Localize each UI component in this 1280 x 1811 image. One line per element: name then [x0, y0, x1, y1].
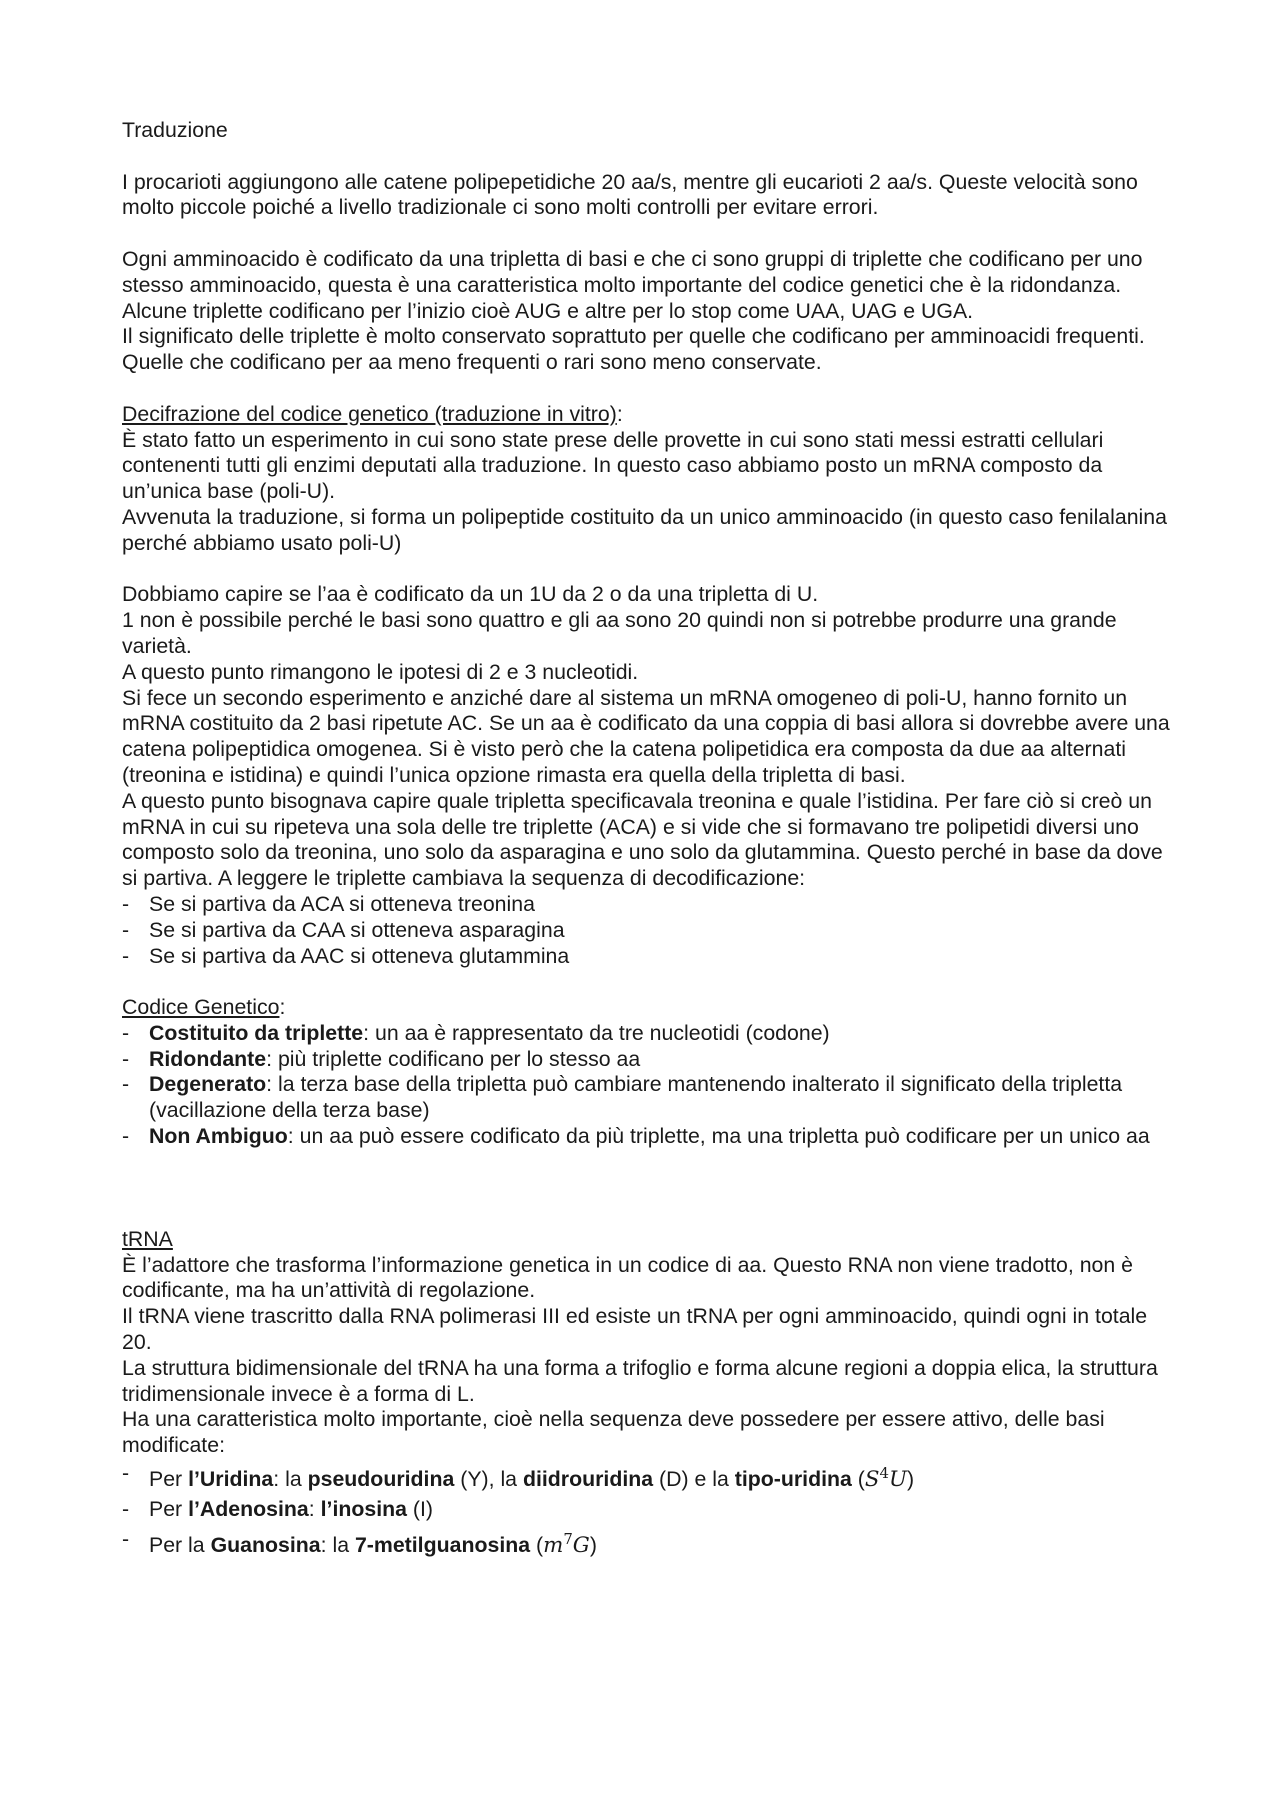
list-item [122, 944, 1170, 970]
math-symbol [864, 1464, 907, 1493]
decoding-list [122, 892, 1170, 969]
trna-heading: tRNA [122, 1226, 173, 1251]
term: Costituito da triplette [149, 1020, 364, 1045]
bullet-dash: - [122, 891, 130, 916]
list-item [122, 918, 1170, 944]
term: Degenerato [149, 1072, 267, 1097]
bullet-dash: - [122, 1046, 130, 1071]
text: (D) e la [653, 1467, 735, 1492]
math-sup: 4 [879, 1464, 889, 1483]
definition: : più triplette codificano per lo stesso aa [266, 1046, 641, 1071]
term: diidrouridina [522, 1467, 654, 1492]
term: l’inosina [320, 1496, 407, 1521]
paragraph: 1 non è possibile perché le basi sono quattro e gli aa sono 20 quindi non si potrebbe produrre una grande varietà. [122, 608, 1117, 658]
bullet-dash: - [122, 943, 130, 968]
section-heading [122, 402, 1170, 428]
paragraph: A questo punto bisognava capire quale tripletta specificavala treonina e quale l’istidina. Per fare ciò si creò un mRNA in cui su ripeteva una sola delle tre triplette (ACA) e si vide che si formavano tre polipetidi diversi uno composto solo da treonina, uno solo da asparagina e uno solo da glutammina. Questo perché in base da dove si partiva. A leggere le triplette cambiava la sequenza di decodificazione: [122, 788, 1163, 891]
definition: : la terza base della tripletta può cambiare mantenendo inalterato il significato della tripletta (vacillazione della terza base) [149, 1072, 1123, 1123]
term: Non Ambiguo [149, 1124, 288, 1149]
text: : la [320, 1532, 355, 1557]
math-var: G [572, 1532, 590, 1558]
bullet-dash: - [122, 1072, 130, 1097]
heading-colon: : [616, 401, 623, 426]
text: ) [589, 1532, 597, 1557]
term: tipo-uridina [734, 1467, 852, 1492]
list-item-text: Se si partiva da ACA si otteneva treonina [149, 891, 535, 916]
modified-bases-list [122, 1461, 1170, 1559]
definition: : un aa è rappresentato da tre nucleotidi (codone) [363, 1020, 830, 1045]
paragraph: Dobbiamo capire se l’aa è codificato da un 1U da 2 o da una tripletta di U. [122, 582, 819, 607]
list-item [122, 1021, 1170, 1047]
term: 7-metilguanosina [354, 1532, 531, 1557]
paragraph: È l’adattore che trasforma l’informazione genetica in un codice di aa. Questo RNA non viene tradotto, non è codificante, ma ha un’attività di regolazione. [122, 1252, 1134, 1303]
term: pseudouridina [307, 1467, 455, 1492]
text: : la [273, 1467, 308, 1492]
codice-properties-list [122, 1021, 1170, 1150]
math-var: m [543, 1532, 564, 1558]
math-symbol [543, 1529, 590, 1558]
paragraph: Il tRNA viene trascritto dalla RNA polimerasi III ed esiste un tRNA per ogni amminoacido, quindi ogni in totale 20. [122, 1304, 1148, 1355]
decifrazione-heading: Decifrazione del codice genetico (traduzione in vitro) [122, 401, 617, 426]
bullet-dash: - [122, 1496, 130, 1521]
list-item [122, 1497, 1170, 1523]
text: : [308, 1496, 321, 1521]
math-var: S [864, 1467, 880, 1493]
text: (I) [407, 1496, 434, 1521]
heading-colon: : [279, 995, 286, 1020]
section-heading [122, 995, 1170, 1021]
list-item [122, 892, 1170, 918]
text: Per [149, 1496, 189, 1521]
text: ( [851, 1467, 865, 1492]
term: Guanosina [210, 1532, 321, 1557]
term: l’Uridina [188, 1467, 274, 1492]
list-item-text: Se si partiva da AAC si otteneva glutammina [149, 943, 570, 968]
page-title: Traduzione [122, 118, 228, 142]
list-item-text: Se si partiva da CAA si otteneva asparagina [149, 917, 565, 942]
bullet-dash: - [122, 1124, 130, 1149]
list-item [122, 1072, 1170, 1124]
list-item [122, 1527, 1170, 1559]
codice-heading: Codice Genetico [122, 995, 280, 1020]
paragraph: La struttura bidimensionale del tRNA ha una forma a trifoglio e forma alcune regioni a doppia elica, la struttura tridimensionale invece è a forma di L. [122, 1355, 1158, 1406]
paragraph: È stato fatto un esperimento in cui sono state prese delle provette in cui sono stati messi estratti cellulari contenenti tutti gli enzimi deputati alla traduzione. In questo caso abbiamo posto un mRNA composto da un’unica base (poli-U). [122, 427, 1104, 504]
text: ( [530, 1532, 544, 1557]
bullet-dash: - [122, 1526, 130, 1551]
text: ) [906, 1467, 915, 1492]
paragraph: Si fece un secondo esperimento e anziché dare al sistema un mRNA omogeneo di poli-U, hanno fornito un mRNA costituito da 2 basi ripetute AC. Se un aa è codificato da una coppia di basi allora si dovrebbe avere una catena polipeptidica omogenea. Si è visto però che la catena polipetidica era composta da due aa alternati (treonina e istidina) e quindi l’unica opzione rimasta era quella della tripletta di basi. [122, 685, 1170, 787]
list-item [122, 1047, 1170, 1073]
section-heading [122, 1227, 1170, 1253]
paragraph: I procarioti aggiungono alle catene polipepetidiche 20 aa/s, mentre gli eucarioti 2 aa/s. Queste velocità sono molto piccole poiché a livello tradizionale ci sono molti controlli per evitare errori. [122, 169, 1138, 220]
math-var: U [888, 1467, 907, 1493]
text: (Y), la [454, 1467, 523, 1492]
list-item [122, 1124, 1170, 1150]
text: Per la [149, 1532, 211, 1557]
math-sup: 7 [563, 1529, 573, 1548]
paragraph: Alcune triplette codificano per l’inizio cioè AUG e altre per lo stop come UAA, UAG e UGA. [122, 298, 974, 323]
list-item [122, 1461, 1170, 1493]
term: l’Adenosina [188, 1496, 309, 1521]
paragraph: Avvenuta la traduzione, si forma un polipeptide costituito da un unico amminoacido (in questo caso fenilalanina perché abbiamo usato poli-U) [122, 504, 1167, 555]
paragraph: A questo punto rimangono le ipotesi di 2 e 3 nucleotidi. [122, 659, 639, 684]
definition: : un aa può essere codificato da più triplette, ma una tripletta può codificare per un unico aa [287, 1124, 1150, 1149]
paragraph: Ogni amminoacido è codificato da una tripletta di basi e che ci sono gruppi di triplette che codificano per uno stesso amminoacido, questa è una caratteristica molto importante del codice genetici che è la ridondanza. [122, 246, 1143, 297]
paragraph: Ha una caratteristica molto importante, cioè nella sequenza deve possedere per essere attivo, delle basi modificate: [122, 1407, 1105, 1458]
text: Per [149, 1467, 189, 1492]
bullet-dash: - [122, 1020, 130, 1045]
bullet-dash: - [122, 917, 130, 942]
term: Ridondante [149, 1046, 267, 1071]
paragraph: Il significato delle triplette è molto conservato soprattuto per quelle che codificano per amminoacidi frequenti. Quelle che codificano per aa meno frequenti o rari sono meno conservate. [122, 324, 1145, 375]
bullet-dash: - [122, 1461, 130, 1486]
